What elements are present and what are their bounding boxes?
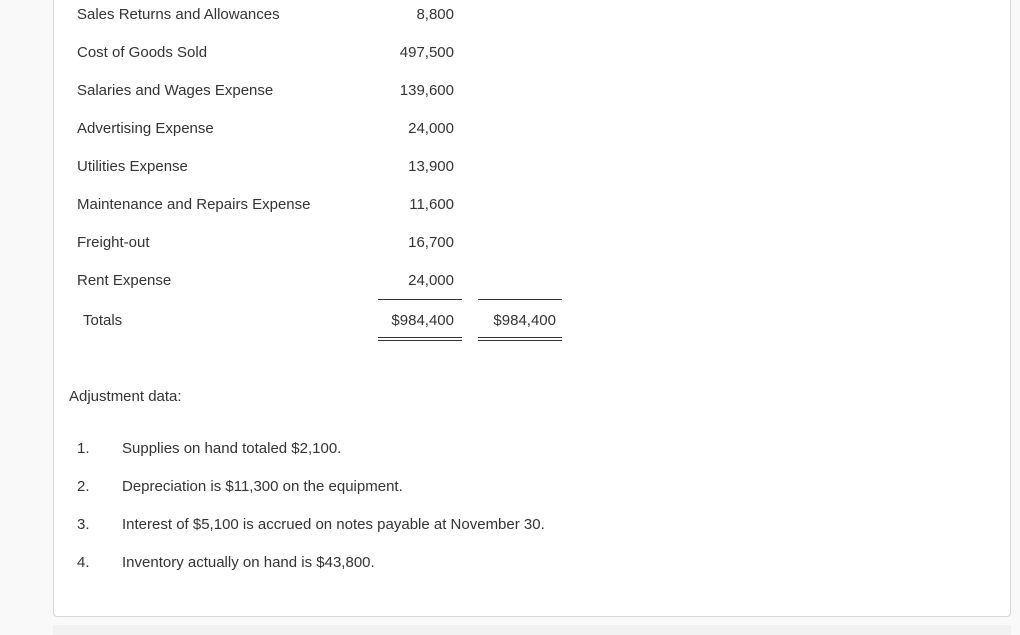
debit-amount: 497,500 [399, 44, 454, 61]
list-item-text: Depreciation is $11,300 on the equipment. [122, 478, 403, 495]
list-item-number: 1. [77, 440, 90, 457]
account-name: Cost of Goods Sold [77, 44, 208, 61]
total-credit: $984,400 [493, 312, 556, 329]
adjustment-heading: Adjustment data: [69, 388, 182, 405]
total-debit: $984,400 [391, 312, 454, 329]
list-item-number: 3. [77, 516, 90, 533]
debit-amount: 13,900 [408, 158, 454, 175]
debit-amount: 24,000 [408, 272, 454, 289]
list-item-number: 4. [77, 554, 90, 571]
list-item-text: Supplies on hand totaled $2,100. [122, 440, 342, 457]
account-name: Freight-out [77, 234, 150, 251]
account-name: Rent Expense [77, 272, 172, 289]
debit-amount: 11,600 [409, 196, 454, 213]
debit-amount: 8,800 [416, 6, 454, 23]
account-name: Salaries and Wages Expense [77, 82, 274, 99]
total-double-rule-credit [478, 337, 562, 341]
next-card-edge [53, 625, 1011, 635]
debit-amount: 16,700 [408, 234, 454, 251]
account-name: Maintenance and Repairs Expense [77, 196, 311, 213]
debit-amount: 139,600 [399, 82, 454, 99]
subtotal-rule-credit [478, 299, 562, 300]
totals-label: Totals [83, 312, 123, 329]
debit-amount: 24,000 [408, 120, 454, 137]
list-item-text: Interest of $5,100 is accrued on notes payable at November 30. [122, 516, 545, 533]
account-name: Advertising Expense [77, 120, 214, 137]
content-card [53, 0, 1011, 617]
account-name: Utilities Expense [77, 158, 188, 175]
subtotal-rule-debit [378, 299, 462, 300]
list-item-text: Inventory actually on hand is $43,800. [122, 554, 375, 571]
total-double-rule-debit [378, 337, 462, 341]
list-item-number: 2. [77, 478, 90, 495]
account-name: Sales Returns and Allowances [77, 6, 280, 23]
